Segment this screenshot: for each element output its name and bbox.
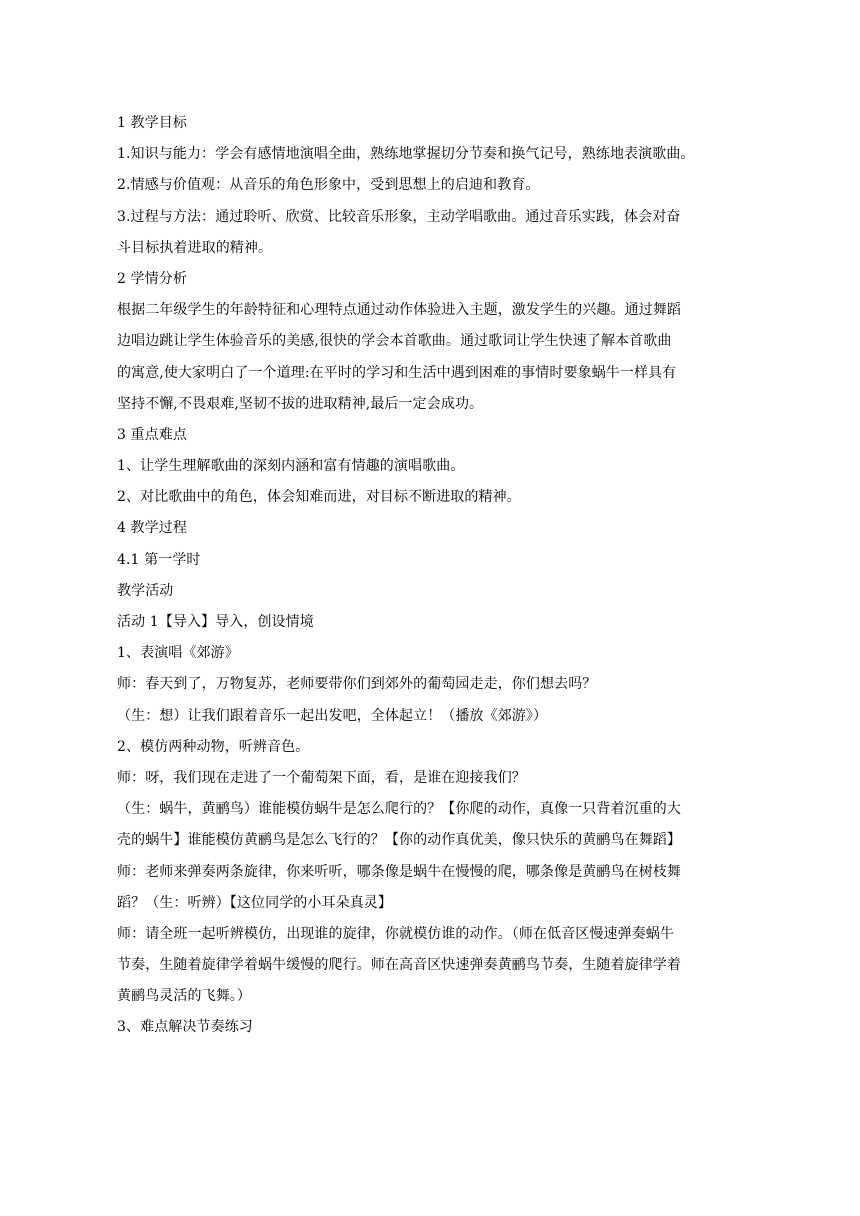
paragraph-line: （生：蜗牛，黄鹂鸟）谁能模仿蜗牛是怎么爬行的？【你爬的动作，真像一只背着沉重的大 [117, 801, 681, 818]
paragraph-line: 2、对比歌曲中的角色，体会知难而进，对目标不断进取的精神。 [117, 489, 521, 506]
activity-heading: 活动 1【导入】导入，创设情境 [117, 614, 314, 630]
paragraph-line: 1、表演唱《郊游》 [117, 645, 239, 662]
subsection-heading-first-lesson: 4.1 第一学时 [117, 551, 201, 568]
paragraph-line: 壳的蜗牛】谁能模仿黄鹂鸟是怎么飞行的？【你的动作真优美，像只快乐的黄鹂鸟在舞蹈】 [117, 832, 681, 849]
paragraph-line: 节奏，生随着旋律学着蜗牛缓慢的爬行。师在高音区快速弹奏黄鹂鸟节奏，生随着旋律学着 [117, 957, 681, 974]
paragraph-line: 的寓意,使大家明白了一个道理:在平时的学习和生活中遇到困难的事情时要象蜗牛一样具有 [117, 364, 677, 381]
paragraph-line: 2、模仿两种动物，听辨音色。 [117, 738, 310, 755]
paragraph-line: 斗目标执着进取的精神。 [117, 239, 273, 256]
paragraph-line: 师：春天到了，万物复苏，老师要带你们到郊外的葡萄园走走，你们想去吗？ [117, 676, 597, 693]
section-heading-teaching-goals: 1 教学目标 [117, 115, 187, 131]
section-heading-student-analysis: 2 学情分析 [117, 270, 187, 287]
paragraph-line: 2.情感与价值观：从音乐的角色形象中，受到思想上的启迪和教育。 [117, 177, 540, 194]
document-body [117, 108, 737, 1044]
paragraph-line: 坚持不懈,不畏艰难,坚韧不拔的进取精神,最后一定会成功。 [117, 395, 484, 412]
paragraph-line: 蹈？（生：听辨）【这位同学的小耳朵真灵】 [117, 894, 392, 911]
section-heading-key-difficulties: 3 重点难点 [117, 426, 187, 443]
paragraph-line: 1.知识与能力：学会有感情地演唱全曲，熟练地掌握切分节奏和换气记号，熟练地表演歌曲。 [117, 146, 695, 163]
paragraph-line: 师：呀，我们现在走进了一个葡萄架下面，看，是谁在迎接我们？ [117, 769, 526, 786]
paragraph-line: 边唱边跳让学生体验音乐的美感,很快的学会本首歌曲。通过歌词让学生快速了解本首歌曲 [117, 333, 672, 350]
paragraph-line: 3.过程与方法：通过聆听、欣赏、比较音乐形象，主动学唱歌曲。通过音乐实践，体会对奋 [117, 208, 681, 225]
paragraph-line: 师：请全班一起听辨模仿，出现谁的旋律，你就模仿谁的动作。（师在低音区慢速弹奏蜗牛 [117, 925, 674, 942]
paragraph-line: 黄鹂鸟灵活的飞舞。） [117, 988, 251, 1005]
paragraph-line: （生：想）让我们跟着音乐一起出发吧，全体起立！（播放《郊游》） [117, 707, 548, 724]
paragraph-line: 3、难点解决节奏练习 [117, 1019, 253, 1036]
section-heading-teaching-process: 4 教学过程 [117, 520, 187, 537]
paragraph-line: 1、让学生理解歌曲的深刻内涵和富有情趣的演唱歌曲。 [117, 458, 465, 475]
paragraph-line: 根据二年级学生的年龄特征和心理特点通过动作体验进入主题，激发学生的兴趣。通过舞蹈 [117, 302, 681, 319]
paragraph-line: 师：老师来弹奏两条旋律，你来听听，哪条像是蜗牛在慢慢的爬，哪条像是黄鹂鸟在树枝舞 [117, 863, 681, 880]
subsection-heading-activities: 教学活动 [117, 582, 174, 599]
